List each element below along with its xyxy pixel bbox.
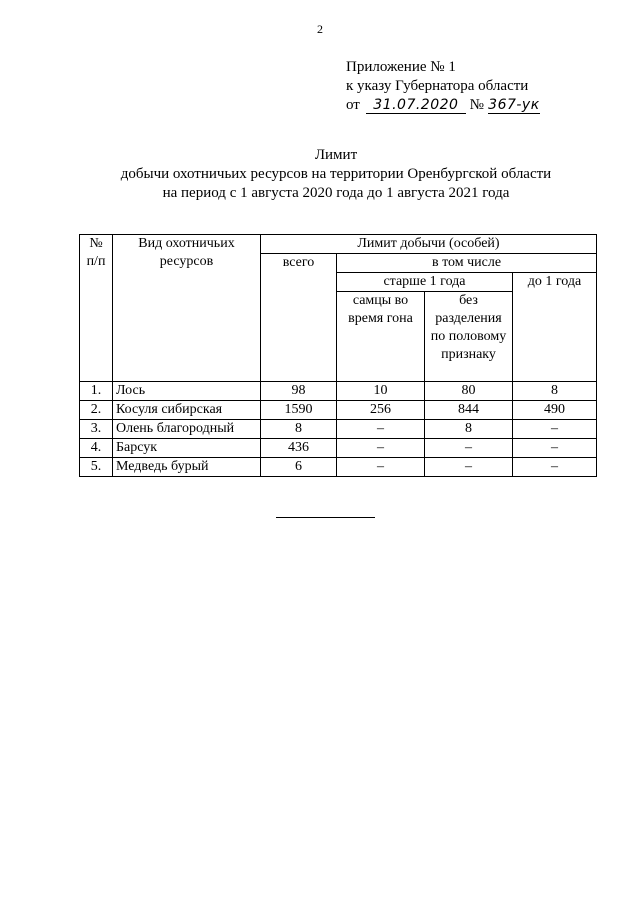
row-name: Барсук [113,439,261,458]
row-name: Медведь бурый [113,458,261,477]
header-resource: Вид охотничьих ресурсов [113,235,261,382]
row-total: 98 [261,382,337,401]
table-row [80,458,597,477]
row-total: 1590 [261,401,337,420]
row-males: – [337,439,425,458]
row-males: – [337,420,425,439]
appendix-header [346,58,540,115]
row-males: 10 [337,382,425,401]
row-name: Олень благородный [113,420,261,439]
header-including: в том числе [337,254,597,273]
header-num: № п/п [80,235,113,382]
row-nosex: 80 [425,382,513,401]
header-limit: Лимит добычи (особей) [261,235,597,254]
header-total: всего [261,254,337,382]
limits-table [79,234,597,477]
row-num: 5. [80,458,113,477]
table-row [80,401,597,420]
row-total: 8 [261,420,337,439]
header-no-sex: без разделения по половому признаку [425,292,513,382]
row-young: – [513,458,597,477]
decree-date: 31.07.2020 [366,98,466,114]
row-young: – [513,439,597,458]
row-males: – [337,458,425,477]
row-nosex: – [425,458,513,477]
appendix-title: Приложение № 1 [346,59,456,75]
row-total: 436 [261,439,337,458]
row-num: 3. [80,420,113,439]
row-total: 6 [261,458,337,477]
row-nosex: 844 [425,401,513,420]
row-nosex: 8 [425,420,513,439]
table-row [80,439,597,458]
from-label: от [346,97,360,113]
row-young: – [513,420,597,439]
appendix-date-number [346,96,540,115]
row-males: 256 [337,401,425,420]
row-name: Косуля сибирская [113,401,261,420]
table-row [80,420,597,439]
title-line-2: добычи охотничьих ресурсов на территории Оренбургской области [120,166,552,182]
row-young: 490 [513,401,597,420]
header-under-one: до 1 года [513,273,597,382]
row-num: 2. [80,401,113,420]
row-name: Лось [113,382,261,401]
row-nosex: – [425,439,513,458]
number-label: № [469,97,484,113]
row-num: 4. [80,439,113,458]
separator-line [276,517,375,518]
decree-number: 367-ук [488,97,540,113]
table-row [80,382,597,401]
header-older: старше 1 года [337,273,513,292]
row-young: 8 [513,382,597,401]
appendix-decree: к указу Губернатора области [346,78,529,94]
title-line-1: Лимит [314,147,358,163]
header-males-rut: самцы во время гона [337,292,425,382]
page-number: 2 [317,22,323,36]
title-line-3: на период с 1 августа 2020 года до 1 августа 2021 года [162,185,510,201]
row-num: 1. [80,382,113,401]
document-title [0,146,640,203]
